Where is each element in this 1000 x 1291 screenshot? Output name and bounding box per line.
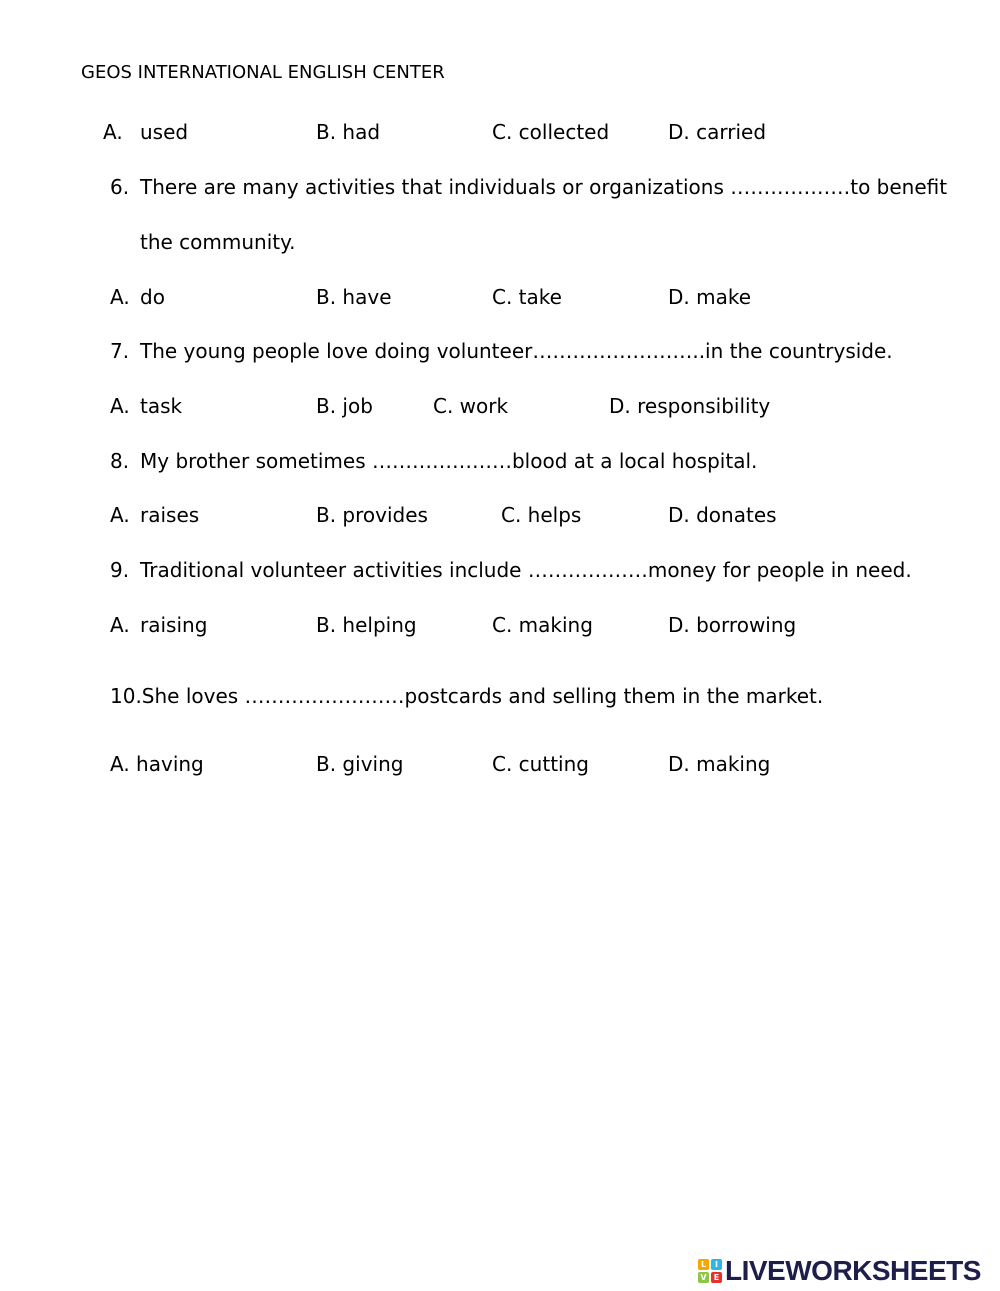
page-header: GEOS INTERNATIONAL ENGLISH CENTER <box>81 62 445 83</box>
q10-option-b: B. giving <box>316 752 404 776</box>
q10-option-c: C. cutting <box>492 752 589 776</box>
q8-option-d: D. donates <box>668 503 777 527</box>
q8-option-c: C. helps <box>501 503 582 527</box>
q5-option-a-letter: A. <box>103 120 123 144</box>
q6-option-d: D. make <box>668 285 752 309</box>
logo-square-i: I <box>711 1259 722 1270</box>
q6-text-line2: the community. <box>140 230 296 254</box>
q8-text: My brother sometimes …………………blood at a local hospital. <box>140 449 758 473</box>
q10-option-a: A. having <box>110 752 204 776</box>
q7-option-d: D. responsibility <box>609 394 771 418</box>
q5-option-b: B. had <box>316 120 381 144</box>
q5-option-c: C. collected <box>492 120 610 144</box>
q6-text-line1: There are many activities that individuals or organizations ………………to benefit <box>140 175 948 199</box>
q9-option-c: C. making <box>492 613 593 637</box>
q7-option-a: task <box>140 394 183 418</box>
q9-option-a: raising <box>140 613 208 637</box>
q9-option-d: D. borrowing <box>668 613 797 637</box>
q6-option-b: B. have <box>316 285 392 309</box>
q8-option-b: B. provides <box>316 503 428 527</box>
liveworksheets-logo <box>698 1257 981 1285</box>
q9-text: Traditional volunteer activities include ………………money for people in need. <box>140 558 912 582</box>
q6-option-c: C. take <box>492 285 562 309</box>
q8-option-a: raises <box>140 503 200 527</box>
q6-number: 6. <box>110 175 130 199</box>
q10-option-d: D. making <box>668 752 771 776</box>
q7-option-a-letter: A. <box>110 394 130 418</box>
logo-square-l: L <box>698 1259 709 1270</box>
q8-option-a-letter: A. <box>110 503 130 527</box>
liveworksheets-logo-text: LIVEWORKSHEETS <box>725 1255 981 1286</box>
q9-number: 9. <box>110 558 130 582</box>
q6-option-a-letter: A. <box>110 285 130 309</box>
q9-option-a-letter: A. <box>110 613 130 637</box>
q7-option-c: C. work <box>433 394 509 418</box>
q7-option-b: B. job <box>316 394 373 418</box>
q6-option-a: do <box>140 285 165 309</box>
q5-option-a: used <box>140 120 189 144</box>
q8-number: 8. <box>110 449 130 473</box>
liveworksheets-logo-icon <box>698 1259 722 1283</box>
q7-text: The young people love doing volunteer……………………..in the countryside. <box>140 339 893 363</box>
q10-text: 10.She loves ……………………postcards and selling them in the market. <box>110 684 824 708</box>
q9-option-b: B. helping <box>316 613 417 637</box>
q5-option-d: D. carried <box>668 120 767 144</box>
logo-square-v: V <box>698 1272 709 1283</box>
q7-number: 7. <box>110 339 130 363</box>
logo-square-e: E <box>711 1272 722 1283</box>
